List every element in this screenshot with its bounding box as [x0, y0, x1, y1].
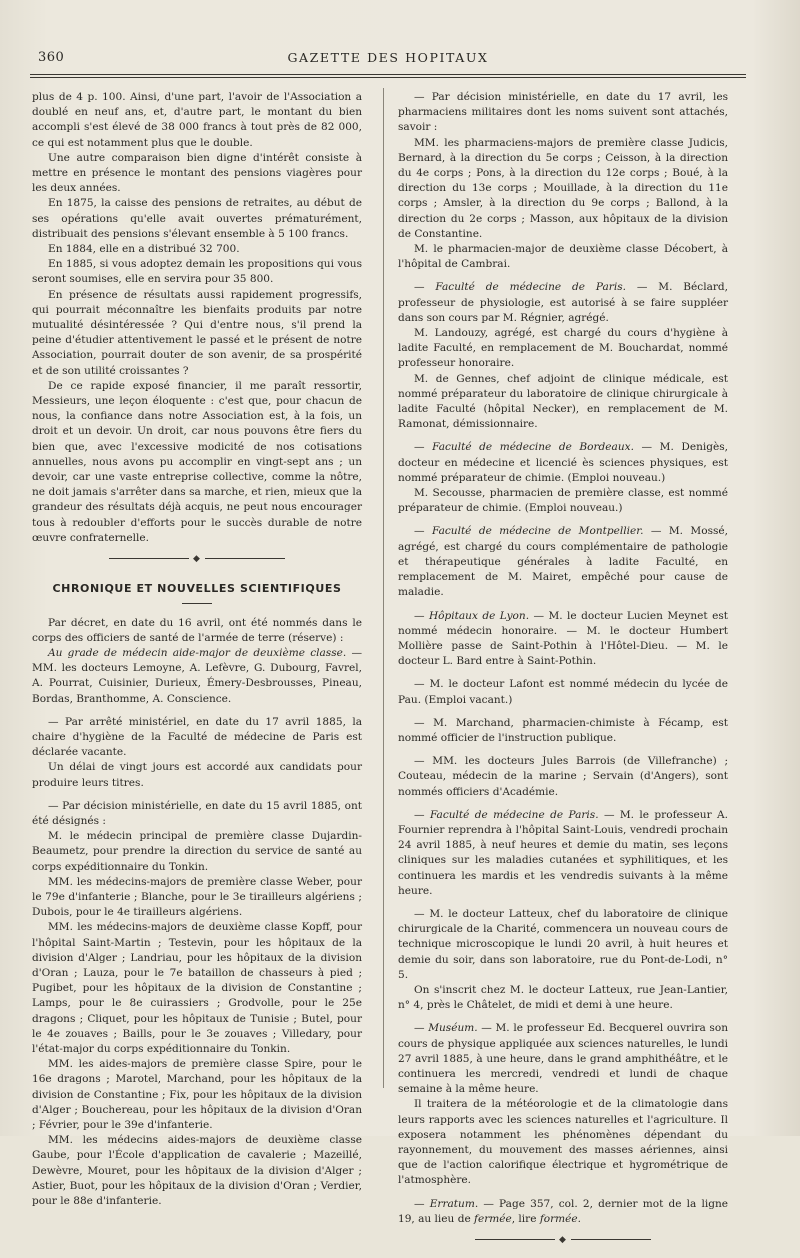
column-divider: [383, 88, 384, 1088]
paragraph: — Muséum. — M. le professeur Ed. Becquerel ouvrira son cours de physique appliquée aux sciences naturelles, le lundi 27 avril 1885, à une heure, dans le grand amphithéâtre, et le continuera les mercredi, vendredi et lundi de chaque semaine à la même heure.: [398, 1022, 728, 1096]
paragraph: En 1884, elle en a distribué 32 700.: [48, 243, 240, 256]
paragraph: Au grade de médecin aide-major de deuxième classe. — MM. les docteurs Lemoyne, A. Lefèvre, G. Dubourg, Favrel, A. Pourrat, Cuisinier, Durieux, Émery-Desbrousses, Pineau, Bordas, Branthomme, A. Conscience.: [32, 646, 362, 705]
italic-heading: Faculté de médecine de Bordeaux.: [432, 441, 634, 454]
italic-heading: Faculté de médecine de Paris.: [429, 808, 599, 821]
italic-heading: Au grade de médecin aide-major de deuxième classe.: [48, 646, 347, 659]
title-rule: [182, 603, 212, 604]
paragraph: En 1885, si vous adoptez demain les propositions qui vous seront soumises, elle en servira pour 35 800.: [32, 258, 362, 286]
italic-heading: Erratum.: [429, 1197, 479, 1210]
paragraph: — MM. les docteurs Jules Barrois (de Villefranche) ; Couteau, médecin de la marine ; Servain (d'Angers), sont nommés officiers d'Académie.: [398, 755, 728, 798]
paragraph: — Faculté de médecine de Paris. — M. le professeur A. Fournier reprendra à l'hôpital Saint-Louis, vendredi prochain 24 avril 1885, à neuf heures et demie du matin, ses leçons cliniques sur les maladies cutanées et syphilitiques, et les continuera les mardis et les vendredis suivants à la même heure.: [398, 808, 728, 897]
paragraph: On s'inscrit chez M. le docteur Latteux, rue Jean-Lantier, n° 4, près le Châtelet, de midi et demi à une heure.: [398, 983, 728, 1012]
paragraph: — Erratum. — Page 357, col. 2, dernier mot de la ligne 19, au lieu de fermée, lire formée.: [398, 1197, 729, 1225]
paragraph: — Par décision ministérielle, en date du 17 avril, les pharmaciens militaires dont les noms suivent sont attachés, savoir :: [398, 91, 728, 134]
paragraph: MM. les médecins aides-majors de deuxième classe Gaube, pour l'École d'application de cavalerie ; Mazeillé, Dewèvre, Mouret, pour les hôpitaux de la division d'Alger ; Astier, Buot, pour les hôpitaux de la division d'Oran ; Verdier, pour le 88e d'infanterie.: [32, 1134, 362, 1208]
italic-heading: Muséum.: [428, 1022, 478, 1035]
italic-heading: Hôpitaux de Lyon.: [428, 609, 530, 622]
paragraph: plus de 4 p. 100. Ainsi, d'une part, l'avoir de l'Association a doublé en neuf ans, et, d'autre part, le montant du bien accompli s'est élevé de 38 000 francs à tout près de 82 000, ce qui est notamment plus que le double.: [32, 91, 362, 149]
paragraph: Par décret, en date du 16 avril, ont été nommés dans le corps des officiers de santé de l'armée de terre (réserve) :: [32, 616, 362, 644]
paragraph: De ce rapide exposé financier, il me paraît ressortir, Messieurs, une leçon éloquente : c'est que, pour chacun de nous, la confiance dans notre Association est, à la fois, un droit et un devoir. Un droit, car nous pouvons être fiers du bien que, avec l'excessive modicité de nos cotisations annuelles, nous avons pu accomplir en vingt-sept ans ; un devoir, car une vaste entreprise collective, comme la nôtre, ne doit jamais s'arrêter dans sa marche, et rien, mieux que la grandeur des résultats déjà acquis, ne peut nous encourager tous à redoubler d'efforts pour le succès durable de notre œuvre confraternelle.: [32, 379, 362, 544]
paragraph: En présence de résultats aussi rapidement progressifs, qui pourrait méconnaître les bienfaits produits par notre mutualité désintéressée ? Qui d'entre nous, s'il prend la peine d'étudier attentivement le passé et le présent de notre Association, pourrait douter de son avenir, de sa prospérité et de son utilité croissantes ?: [32, 288, 362, 377]
italic-heading: Faculté de médecine de Paris.: [435, 281, 626, 294]
section-ornament: ◆: [32, 552, 362, 567]
paragraph: — Hôpitaux de Lyon. — M. le docteur Lucien Meynet est nommé médecin honoraire. — M. le docteur Humbert Mollière passe de Saint-Pothin à l'Hôtel-Dieu. — M. le docteur L. Bard entre à Saint-Pothin.: [398, 609, 728, 668]
paragraph: MM. les médecins-majors de deuxième classe Kopff, pour l'hôpital Saint-Martin ; Testevin, pour les hôpitaux de la division d'Alger ; Landriau, pour les hôpitaux de la division d'Oran ; Lauza, pour le 7e bataillon de chasseurs à pied ; Pugibet, pour les hôpitaux de la division de Constantine ; Lamps, pour le 8e cuirassiers ; Grodvolle, pour le 25e dragons ; Cliquet, pour les hôpitaux de Tunisie ; Butel, pour le 4e zouaves ; Baills, pour le 3e zouaves ; Villedary, pour l'état-major du corps expéditionnaire du Tonkin.: [32, 921, 362, 1055]
paragraph: Un délai de vingt jours est accordé aux candidats pour produire leurs titres.: [32, 761, 362, 789]
paragraph: En 1875, la caisse des pensions de retraites, au début de ses opérations qu'elle avait ouvertes prématurément, distribuait des pensions s'élevant ensemble à 5 100 francs.: [32, 197, 362, 240]
paragraph: M. de Gennes, chef adjoint de clinique médicale, est nommé préparateur du laboratoire de clinique chirurgicale à ladite Faculté (hôpital Necker), en remplacement de M. Ramonat, démissionnaire.: [398, 372, 728, 431]
paragraph: MM. les pharmaciens-majors de première classe Judicis, Bernard, à la direction du 5e corps ; Ceisson, à la direction du 4e corps ; Pons, à la direction du 12e corps ; Boué, à la direction du 13e corps ; Mouillade, à la direction du 11e corps ; Amsler, à la direction du 9e corps ; Ballond, à la direction du 2e corps ; Masson, aux hôpitaux de la division de Constantine.: [398, 136, 728, 240]
paragraph: Une autre comparaison bien digne d'intérêt consiste à mettre en présence le montant des pensions viagères pour les deux années.: [32, 151, 362, 195]
end-ornament: ◆: [398, 1233, 728, 1248]
right-column: [398, 90, 728, 1258]
paragraph: M. le médecin principal de première classe Dujardin-Beaumetz, pour prendre la direction du service de santé au corps expéditionnaire du Tonkin.: [32, 830, 362, 873]
paragraph: — M. le docteur Latteux, chef du laboratoire de clinique chirurgicale de la Charité, commencera un nouveau cours de technique microscopique le lundi 20 avril, à huit heures et demie du soir, dans son laboratoire, rue du Pont-de-Lodi, n° 5.: [398, 907, 728, 981]
paragraph: — M. Marchand, pharmacien-chimiste à Fécamp, est nommé officier de l'instruction publique.: [398, 716, 728, 744]
paragraph: M. Landouzy, agrégé, est chargé du cours d'hygiène à ladite Faculté, en remplacement de M. Bouchardat, nommé professeur honoraire.: [398, 327, 728, 370]
section-title: CHRONIQUE ET NOUVELLES SCIENTIFIQUES: [52, 582, 342, 596]
journal-title: GAZETTE DES HOPITAUX: [287, 50, 489, 65]
page-number: 360: [38, 50, 65, 65]
paragraph: Il traitera de la météorologie et de la climatologie dans leurs rapports avec les sciences naturelles et l'agriculture. Il exposera notamment les phénomènes dépendant du rayonnement, du mouvement des masses aériennes, ainsi que de l'action calorifique électrique et hygrométrique de l'atmosphère.: [398, 1098, 728, 1187]
paragraph: — Par arrêté ministériel, en date du 17 avril 1885, la chaire d'hygiène de la Faculté de médecine de Paris est déclarée vacante.: [32, 715, 362, 759]
paragraph: — Faculté de médecine de Paris. — M. Béclard, professeur de physiologie, est autorisé à se faire suppléer dans son cours par M. Régnier, agrégé.: [398, 281, 728, 324]
paragraph: M. Secousse, pharmacien de première classe, est nommé préparateur de chimie. (Emploi nouveau.): [398, 487, 728, 515]
italic-heading: Faculté de médecine de Montpellier.: [431, 525, 644, 538]
paragraph: M. le pharmacien-major de deuxième classe Décobert, à l'hôpital de Cambrai.: [398, 243, 728, 271]
paragraph: — Faculté de médecine de Bordeaux. — M. Denigès, docteur en médecine et licencié ès sciences physiques, est nommé préparateur de chimie. (Emploi nouveau.): [398, 441, 728, 484]
paragraph: — M. le docteur Lafont est nommé médecin du lycée de Pau. (Emploi vacant.): [398, 678, 728, 706]
header-rule-bottom: [30, 77, 746, 78]
paragraph: MM. les médecins-majors de première classe Weber, pour le 79e d'infanterie ; Blanche, pour le 3e tirailleurs algériens ; Dubois, pour le 4e tirailleurs algériens.: [32, 875, 362, 919]
paragraph: — Faculté de médecine de Montpellier. — M. Mossé, agrégé, est chargé du cours complémentaire de pathologie et thérapeutique générales à ladite Faculté, en remplacement de M. Mairet, empêché pour cause de maladie.: [398, 525, 729, 599]
left-column: [32, 90, 362, 1209]
header-rule-top: [30, 74, 746, 75]
paragraph: — Par décision ministérielle, en date du 15 avril 1885, ont été désignés :: [32, 799, 362, 827]
page-header: [30, 50, 746, 72]
paragraph: MM. les aides-majors de première classe Spire, pour le 16e dragons ; Marotel, Marchand, pour les hôpitaux de la division de Constantine ; Fix, pour les hôpitaux de la division d'Alger ; Bouchereau, pour les hôpitaux de la division d'Oran ; Février, pour le 39e d'infanterie.: [32, 1058, 362, 1131]
